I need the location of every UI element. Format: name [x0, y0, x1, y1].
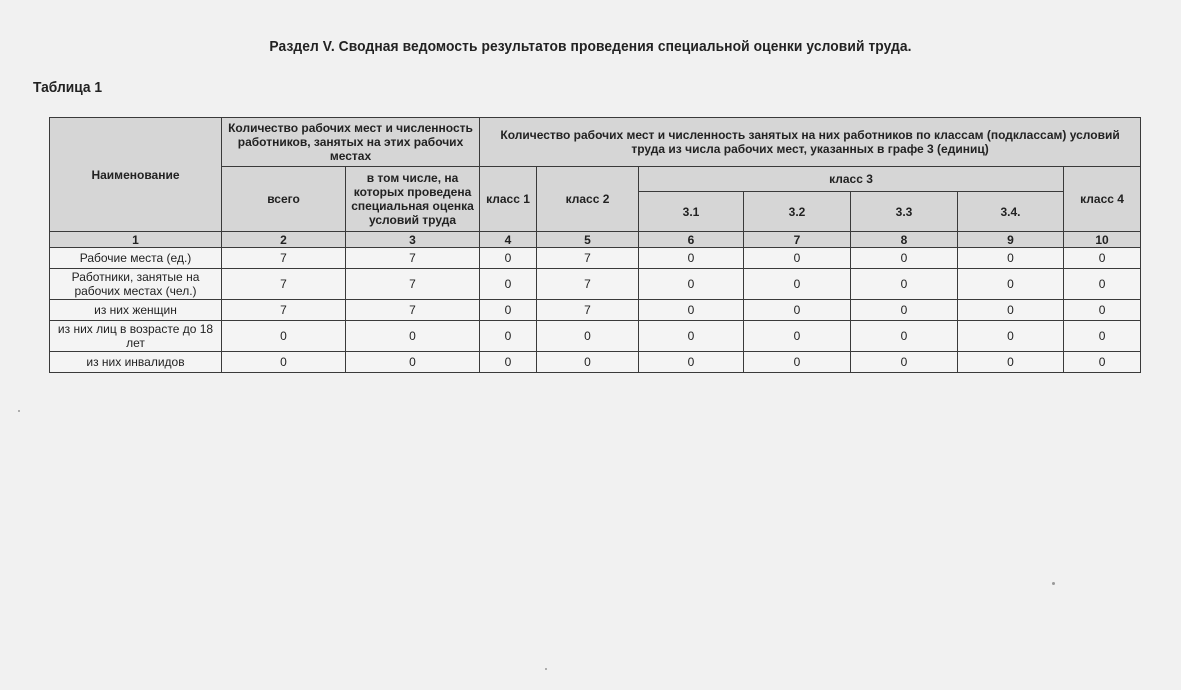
column-number: 3 — [346, 232, 480, 248]
table-cell: 0 — [480, 300, 537, 321]
table-cell: 7 — [222, 300, 346, 321]
header-class-1: класс 1 — [480, 167, 537, 232]
table-cell: 0 — [222, 321, 346, 352]
table-cell: 0 — [744, 352, 851, 373]
row-name: из них женщин — [50, 300, 222, 321]
table-cell: 0 — [744, 300, 851, 321]
header-class-2: класс 2 — [537, 167, 639, 232]
header-row-1 — [50, 118, 1141, 167]
table-cell: 0 — [480, 321, 537, 352]
table-cell: 0 — [537, 352, 639, 373]
column-number: 7 — [744, 232, 851, 248]
table-cell: 7 — [346, 269, 480, 300]
row-name: из них инвалидов — [50, 352, 222, 373]
table-cell: 0 — [851, 321, 958, 352]
header-group-places: Количество рабочих мест и численность работников, занятых на этих рабочих местах — [222, 118, 480, 167]
table-cell: 7 — [346, 300, 480, 321]
table-row — [50, 321, 1141, 352]
table-cell: 0 — [639, 321, 744, 352]
table-cell: 0 — [1064, 248, 1141, 269]
table-cell: 0 — [346, 352, 480, 373]
table-caption: Таблица 1 — [33, 79, 103, 96]
table-cell: 7 — [346, 248, 480, 269]
table-cell: 7 — [537, 300, 639, 321]
column-number: 1 — [50, 232, 222, 248]
header-class-4: класс 4 — [1064, 167, 1141, 232]
table-cell: 0 — [744, 269, 851, 300]
table-row — [50, 248, 1141, 269]
header-class-3: класс 3 — [639, 167, 1064, 192]
header-subclass-3-4: 3.4. — [958, 192, 1064, 232]
table-cell: 0 — [744, 321, 851, 352]
header-subclass-3-3: 3.3 — [851, 192, 958, 232]
summary-table — [49, 117, 1141, 373]
column-number: 5 — [537, 232, 639, 248]
table-cell: 0 — [639, 248, 744, 269]
table-row — [50, 269, 1141, 300]
table-cell: 0 — [851, 269, 958, 300]
table-cell: 0 — [958, 248, 1064, 269]
table-cell: 0 — [1064, 321, 1141, 352]
page-title: Раздел V. Сводная ведомость результатов проведения специальной оценки условий труда. — [269, 38, 912, 55]
column-number: 9 — [958, 232, 1064, 248]
scan-speck — [1052, 582, 1055, 585]
table-cell: 0 — [851, 300, 958, 321]
table-row — [50, 300, 1141, 321]
row-name: Работники, занятые на рабочих местах (чел.) — [50, 269, 222, 300]
table-cell: 0 — [958, 352, 1064, 373]
table-cell: 0 — [851, 248, 958, 269]
header-subclass-3-2: 3.2 — [744, 192, 851, 232]
header-total: всего — [222, 167, 346, 232]
column-number: 8 — [851, 232, 958, 248]
header-group-classes: Количество рабочих мест и численность занятых на них работников по классам (подклассам) условий труда из числа рабочих мест, указанных в графе 3 (единиц) — [480, 118, 1141, 167]
scan-speck — [18, 410, 20, 412]
table-cell: 0 — [537, 321, 639, 352]
table-cell: 0 — [480, 248, 537, 269]
header-subclass-3-1: 3.1 — [639, 192, 744, 232]
table-cell: 0 — [1064, 300, 1141, 321]
table-cell: 7 — [537, 248, 639, 269]
column-number: 6 — [639, 232, 744, 248]
table-cell: 7 — [537, 269, 639, 300]
column-number: 10 — [1064, 232, 1141, 248]
table-cell: 7 — [222, 269, 346, 300]
table-cell: 0 — [480, 352, 537, 373]
table-cell: 0 — [958, 269, 1064, 300]
row-name: Рабочие места (ед.) — [50, 248, 222, 269]
table-cell: 0 — [1064, 352, 1141, 373]
table-cell: 0 — [346, 321, 480, 352]
table-row — [50, 352, 1141, 373]
column-number: 4 — [480, 232, 537, 248]
table-cell: 0 — [639, 300, 744, 321]
table-cell: 0 — [958, 300, 1064, 321]
table-cell: 0 — [1064, 269, 1141, 300]
header-name: Наименование — [50, 118, 222, 232]
row-name: из них лиц в возрасте до 18 лет — [50, 321, 222, 352]
table-cell: 7 — [222, 248, 346, 269]
table-cell: 0 — [480, 269, 537, 300]
scan-speck — [545, 668, 547, 670]
column-number: 2 — [222, 232, 346, 248]
column-number-row — [50, 232, 1141, 248]
table-cell: 0 — [744, 248, 851, 269]
table-cell: 0 — [639, 352, 744, 373]
table-cell: 0 — [958, 321, 1064, 352]
table-cell: 0 — [851, 352, 958, 373]
table-cell: 0 — [222, 352, 346, 373]
header-assessed: в том числе, на которых проведена специальная оценка условий труда — [346, 167, 480, 232]
table-cell: 0 — [639, 269, 744, 300]
